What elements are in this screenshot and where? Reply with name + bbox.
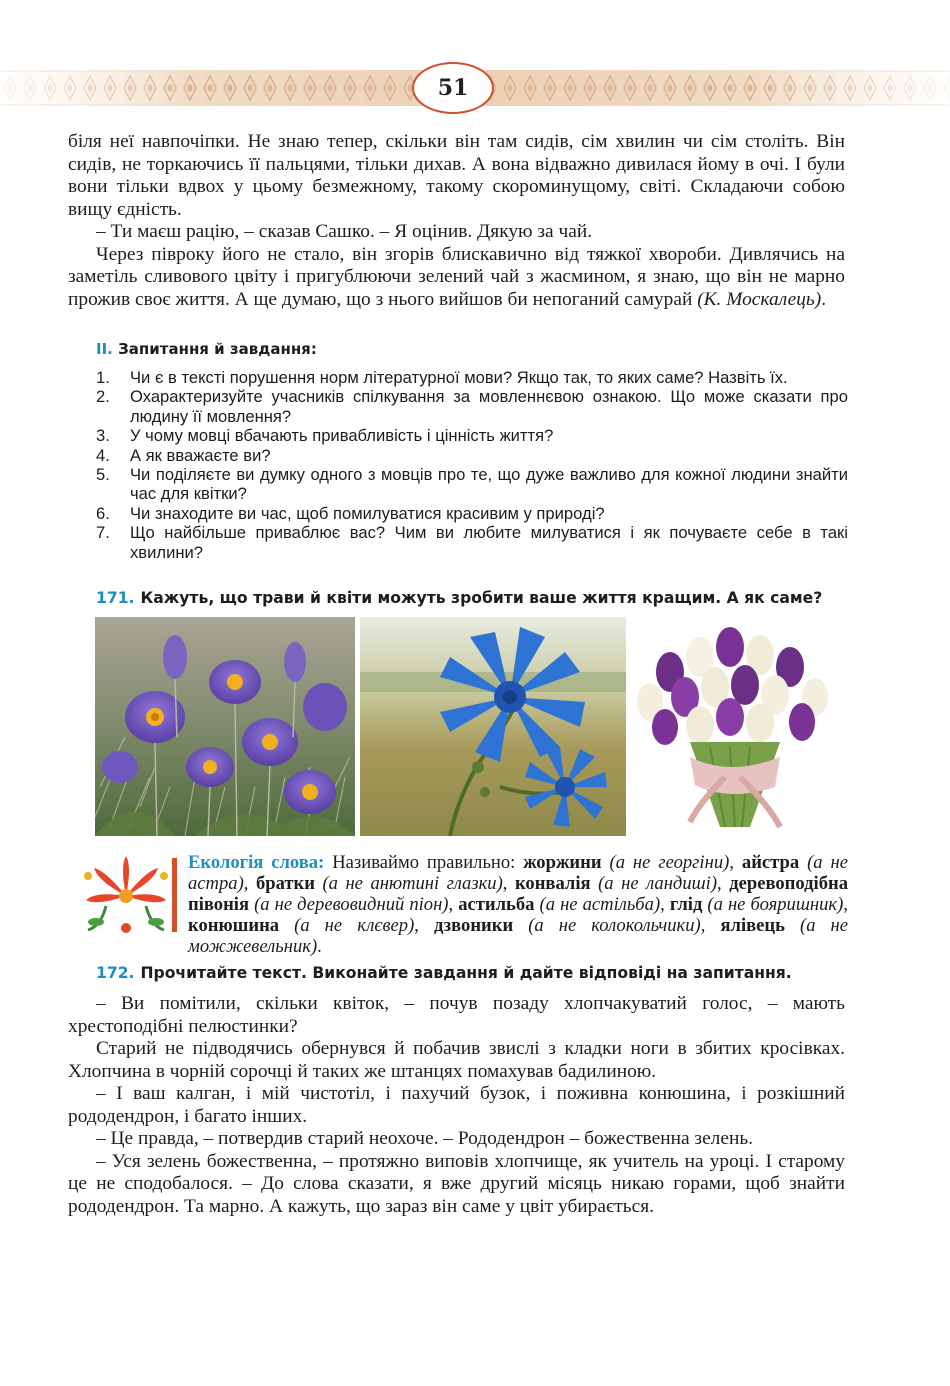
question-text: Охарактеризуйте учасників спілкування за мовленнєвою ознакою. Що може сказати про людину її мовлення? [130,387,848,426]
ecology-item [670,894,848,915]
ecology-word: ялівець [720,915,785,936]
ecology-note-text: (а не колокольчики) [528,915,701,936]
question-list [96,368,848,562]
ecology-note-text: (а не клєвер) [294,915,415,936]
ecology-item [188,915,419,936]
list-item [96,523,848,562]
dialogue-paragraph: – Це правда, – потвердив старий неохоче. – Рододендрон – божественна зелень. [96,1128,754,1149]
dialogue-paragraph: – Уся зелень божественна, – протяжно виповів хлопчище, як учитель на уроці. І старому це не сподобалося. – До слова сказати, я вже другий місяць никаю горами, щоб знайти рододендрон. Та марно. А кажуть, що зараз він саме у цвіт убирається. [68,1150,845,1217]
question-text: У чому мовці вбачають привабливість і цінність життя? [130,426,554,446]
ecology-note-text: (а не ландиші) [598,873,718,894]
story-paragraph: біля неї навпочіпки. Не знаю тепер, скільки він там сидів, сім хвилин чи сім століть. Він сидів, не торкаючись її пальцями, тільки дихав. А вона відважно дивилася йому в очі. І були вони тільки вдвох у цьому безмежному, такому скороминущому, світі. Складаючи собою вищу єдність. [68,131,845,220]
section-roman: II. [96,340,113,358]
ecology-sep: , [700,915,706,936]
question-number: 4. [96,445,110,465]
ecology-note-text: (а не можжевельник) [188,915,849,957]
question-number: 7. [96,523,110,543]
question-text: Чи є в тексті порушення норм літературної мови? Якщо так, то яких саме? Назвіть їх. [130,368,788,387]
ornament-flower-icon [78,854,178,938]
list-item [96,446,848,465]
exercise-number: 171. [96,589,135,607]
question-number: 3. [96,426,110,446]
question-number: 1. [96,368,110,387]
section-title: Запитання й завдання: [118,340,317,358]
ecology-sep: , [502,873,508,894]
ecology-word: братки [255,873,315,894]
ecology-word: айстра [741,852,800,873]
ecology-heading: Екологія слова: [188,852,325,873]
ecology-word: конвалія [514,873,591,894]
ecology-intro: Називаймо правильно: [332,852,516,873]
page-number: 51 [437,75,469,101]
ecology-item [515,873,722,894]
ecology-sep: , [414,915,419,936]
ecology-sep: , [660,894,665,915]
ecology-sep: , [843,894,848,915]
exercise-text: Прочитайте текст. Виконайте завдання й дайте відповіді на запитання. [140,964,792,982]
exercise-172-text [68,993,845,1218]
question-number: 6. [96,503,110,523]
exercise-text: Кажуть, що трави й квіти можуть зробити ваше життя кращим. А як саме? [140,589,823,607]
dialogue-paragraph: – І ваш калган, і мій чистотіл, і пахучий бузок, і поживна конюшина, і розкішний рододендрон, і багато інших. [68,1083,845,1127]
ecology-note-text: (а не бояришник) [707,894,844,915]
ecology-sep: , [243,873,249,894]
ecology-divider [172,858,177,932]
list-item [96,426,848,445]
list-item [96,504,848,523]
exercise-172-title [96,964,792,982]
question-text: Що найбільше приваблює вас? Чим ви любите милуватися і як почуваєте себе в такі хвилини? [130,523,848,562]
question-number: 2. [96,387,110,407]
question-text: А як вважаєте ви? [130,445,271,465]
ecology-sep: , [448,894,454,915]
dialogue-paragraph: – Ви помітили, скільки квіток, – почув позаду хлопчакуватий голос, – мають хрестоподібні пелюстинки? [68,993,845,1037]
question-text: Чи поділяєте ви думку одного з мовців про те, що дуже важливо для кожної людини знайти час для квітки? [130,465,848,504]
ecology-note [78,852,848,957]
ecology-word: деревоподібна півонія [188,873,849,915]
section-heading [96,340,317,358]
ecology-item [434,915,705,936]
story-text: Через півроку його не стало, він згорів блискавично від тяжкої хвороби. Дивлячись на заметіль сливового цвіту і пригублюючи зелений чай з жасмином, я знаю, що він не марно прожив своє життя. А ще думаю, що з нього вийшов би непоганий самурай [68,243,845,310]
story-paragraph-final [68,244,845,312]
exercise-number: 172. [96,964,135,982]
story-continuation [68,131,845,311]
story-dialogue: – Ти маєш рацію, – сказав Сашко. – Я оцінив. Дякую за чай. [96,221,593,242]
story-period: . [821,288,827,310]
ecology-sep: , [729,852,734,873]
tulip-bouquet-photo [630,617,832,836]
list-item [96,465,848,504]
ecology-word: конюшина [188,915,280,936]
ecology-word: дзвоники [434,915,514,936]
ecology-word: жоржини [523,852,602,873]
ecology-word: глід [669,894,703,915]
ecology-note-text: (а не астільба) [539,894,661,915]
story-source: (К. Москалець) [697,288,822,310]
list-item [96,368,848,387]
ecology-word: астильба [458,894,535,915]
exercise-171-title [96,589,822,607]
list-item [96,387,848,426]
chicory-photo [360,617,626,836]
ecology-sep: , [717,873,722,894]
narrative-paragraph: Старий не підводячись обернувся й побачив звислі з кладки ноги в збитих кросівках. Хлопчина в чорній сорочці й таких же штанцях помахував бадилиною. [68,1038,845,1082]
ecology-item [458,894,665,915]
ecology-note-text: (а не деревовидний піон) [254,894,449,915]
question-text: Чи знаходите ви час, щоб помилуватися красивим у природі? [130,503,605,523]
ecology-sep: . [317,936,322,957]
ecology-item [256,873,508,894]
ecology-note-text: (а не георгіни) [609,852,730,873]
page-number-badge [412,62,494,114]
pasqueflower-photo [95,617,355,836]
ecology-item [523,852,734,873]
ecology-note-text: (а не анютині глазки) [322,873,503,894]
ecology-note-text: (а не астра) [188,852,849,894]
question-number: 5. [96,465,110,485]
